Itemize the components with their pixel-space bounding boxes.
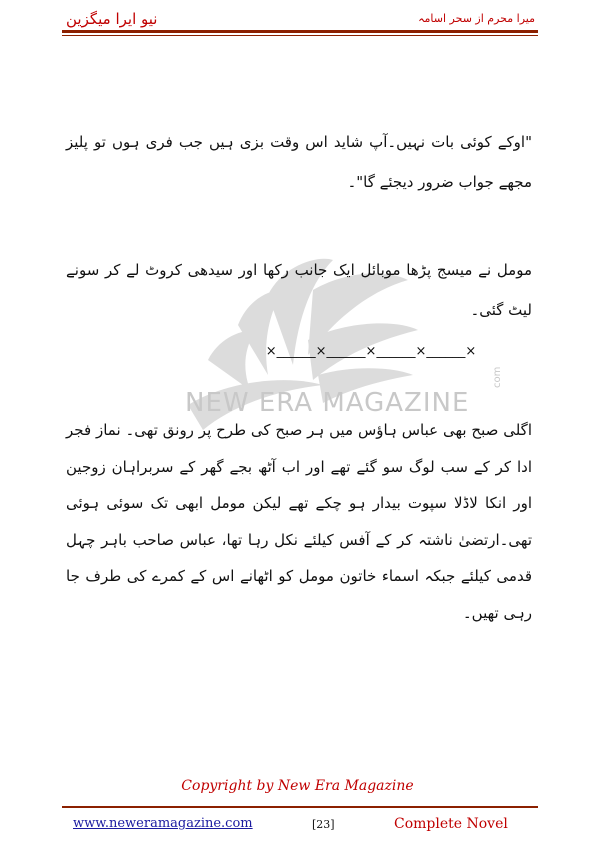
header-rule-thin (62, 35, 538, 36)
page-number: [23] (312, 818, 335, 831)
scene-separator: ×______×______×______×______× (265, 344, 477, 359)
paragraph-momal-sleeps: مومل نے میسج پڑھا موبائل ایک جانب رکھا اور سیدھی کروٹ لے کر سونے لیٹ گئی۔ (66, 261, 532, 319)
magazine-name: نیو ایرا میگزین (66, 10, 158, 28)
header-rule-thick (62, 30, 538, 33)
website-link[interactable]: www.neweramagazine.com (73, 816, 253, 831)
paragraph-next-morning: اگلی صبح بھی عباس ہاؤس میں ہر صبح کی طرح پر رونق تھی۔ نماز فجر ادا کر کے سب لوگ سو گئے تھے اور اب آٹھ بجے گھر کے سربراہان زوجین اور انکا لاڈلا سپوت بیدار ہو چکے تھے لیکن مومل ابھی تک سوئی ہوئی تھی۔ارتضیٰ ناشتہ کر کے آفس کیلئے نکل رہا تھا، عباس صاحب باہر چہل قدمی کیلئے جبکہ اسماء خاتون مومل کو اٹھانے اس کے کمرے کی طرف جا رہی تھیں۔ (66, 421, 532, 622)
footer-rule (62, 806, 538, 808)
copyright-notice: Copyright by New Era Magazine (181, 778, 414, 794)
novel-author-title: میرا محرم از سحر اسامہ (418, 12, 535, 25)
paragraph-message: "اوکے کوئی بات نہیں۔آپ شاید اس وقت بزی ہیں جب فری ہوں تو پلیز مجھے جواب ضرور دیجئے گا"۔ (66, 133, 532, 191)
page-header (0, 0, 595, 40)
complete-novel-label: Complete Novel (394, 816, 508, 832)
watermark-dotcom: com (492, 366, 503, 388)
watermark-text: NEW ERA MAGAZINE (185, 388, 470, 418)
